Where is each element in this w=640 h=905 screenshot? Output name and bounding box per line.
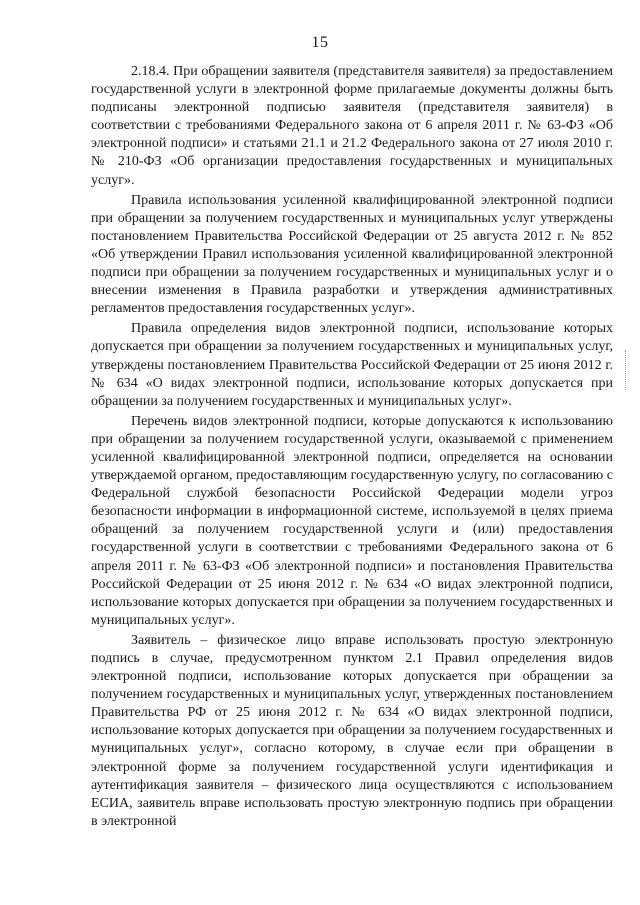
page-number: 15 <box>311 34 329 51</box>
scan-margin-marks <box>623 350 626 390</box>
document-body <box>91 63 613 831</box>
paragraph-2-18-4: 2.18.4. При обращении заявителя (представителя заявителя) за предоставлением государственной услуги в электронной форме прилагаемые документы должны быть подписаны электронной подписью заявителя (представителя заявителя) в соответствии с требованиями Федерального закона от 6 апреля 2011 г. № 63-ФЗ «Об электронной подписи» и статьями 21.1 и 21.2 Федерального закона от 27 июля 2010 г. № 210-ФЗ «Об организации предоставления государственных и муниципальных услуг». <box>91 64 613 188</box>
paragraph-simple-signature: Заявитель – физическое лицо вправе использовать простую электронную подпись в случае, предусмотренном пунктом 2.1 Правил определения видов электронной подписи, использование которых допускается при обращении за получением государственных и муниципальных услуг, утвержденных постановлением Правительства РФ от 25 июня 2012 г. № 634 «О видах электронной подписи, использование которых допускается при обращении за получением государственных и муниципальных услуг», согласно которому, в случае если при обращении в электронной форме за получением государственной услуги идентификация и аутентификация заявителя – физического лица осуществляются с использованием ЕСИА, заявитель вправе использовать простую электронную подпись при обращении в электронной <box>91 632 613 829</box>
paragraph-signature-rules: Правила использования усиленной квалифицированной электронной подписи при обращении за получением государственных и муниципальных услуг утверждены постановлением Правительства Российской Федерации от 25 августа 2012 г. № 852 «Об утверждении Правил использования усиленной квалифицированной электронной подписи при обращении за получением государственных и муниципальных услуг и о внесении изменения в Правила разработки и утверждения административных регламентов предоставления государственных услуг». <box>91 192 613 317</box>
paragraph-signature-types-list: Перечень видов электронной подписи, которые допускаются к использованию при обращении за получением государственной услуги, оказываемой с применением усиленной квалифицированной электронной подписи, определяется на основании утверждаемой органом, предоставляющим государственную услугу, по согласованию с Федеральной службой безопасности Российской Федерации модели угроз безопасности информации в информационной системе, используемой в целях приема обращений за получением государственной услуги и (или) предоставления государственной услуги в соответствии с требованиями Федерального закона от 6 апреля 2011 г. № 63-ФЗ «Об электронной подписи» и постановления Правительства Российской Федерации от 25 июня 2012 г. № 634 «О видах электронной подписи, использование которых допускается при обращении за получением государственных и муниципальных услуг». <box>91 413 613 628</box>
paragraph-signature-types-rules: Правила определения видов электронной подписи, использование которых допускается при обращении за получением государственных и муниципальных услуг, утверждены постановлением Правительства Российской Федерации от 25 июня 2012 г. № 634 «О видах электронной подписи, использование которых допускается при обращении за получением государственных и муниципальных услуг». <box>91 321 613 409</box>
